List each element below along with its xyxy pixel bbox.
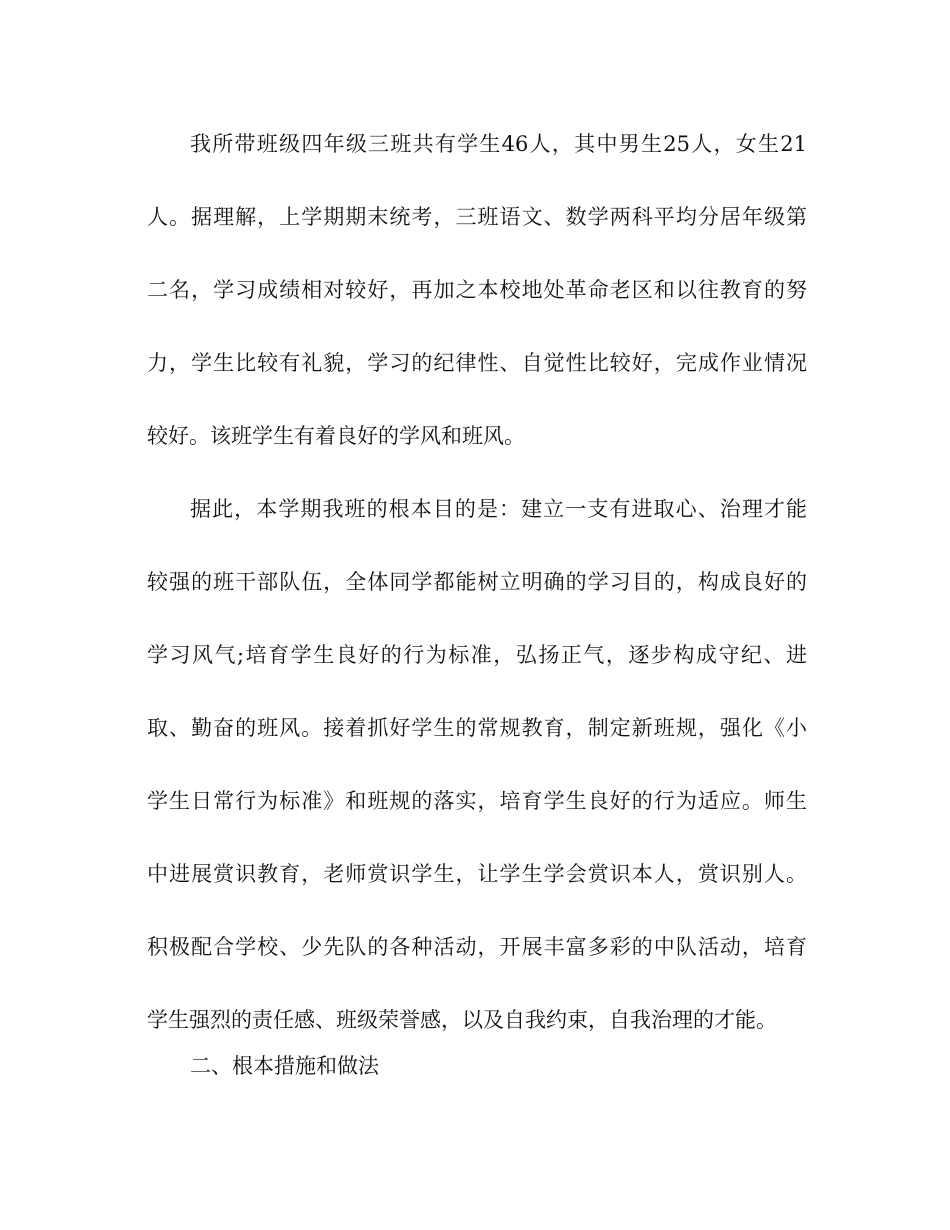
paragraph-2-line-4: 取、勤奋的班风。接着抓好学生的常规教育，制定新班规，强化《小 bbox=[147, 716, 807, 740]
paragraph-1-line-4: 力，学生比较有礼貌，学习的纪律性、自觉性比较好，完成作业情况 bbox=[147, 351, 807, 375]
paragraph-2-line-7: 积极配合学校、少先队的各种活动，开展丰富多彩的中队活动，培育 bbox=[147, 935, 807, 959]
paragraph-1-line-5: 较好。该班学生有着良好的学风和班风。 bbox=[147, 424, 525, 448]
paragraph-1-line-3: 二名，学习成绩相对较好，再加之本校地处革命老区和以往教育的努 bbox=[147, 278, 807, 302]
section-heading: 二、根本措施和做法 bbox=[190, 1054, 379, 1078]
paragraph-1-line-2: 人。据理解，上学期期末统考，三班语文、数学两科平均分居年级第 bbox=[147, 205, 807, 229]
paragraph-2-line-8: 学生强烈的责任感、班级荣誉感，以及自我约束，自我治理的才能。 bbox=[147, 1008, 777, 1032]
paragraph-2-line-6: 中进展赏识教育，老师赏识学生，让学生学会赏识本人，赏识别人。 bbox=[147, 862, 807, 886]
paragraph-2-line-3: 学习风气;培育学生良好的行为标准，弘扬正气，逐步构成守纪、进 bbox=[147, 643, 807, 667]
paragraph-2-line-1: 据此，本学期我班的根本目的是：建立一支有进取心、治理才能 bbox=[190, 497, 807, 521]
paragraph-2-line-2: 较强的班干部队伍，全体同学都能树立明确的学习目的，构成良好的 bbox=[147, 570, 807, 594]
paragraph-1-line-1: 我所带班级四年级三班共有学生46人，其中男生25人，女生21 bbox=[190, 132, 807, 156]
paragraph-2-line-5: 学生日常行为标准》和班规的落实，培育学生良好的行为适应。师生 bbox=[147, 789, 807, 813]
